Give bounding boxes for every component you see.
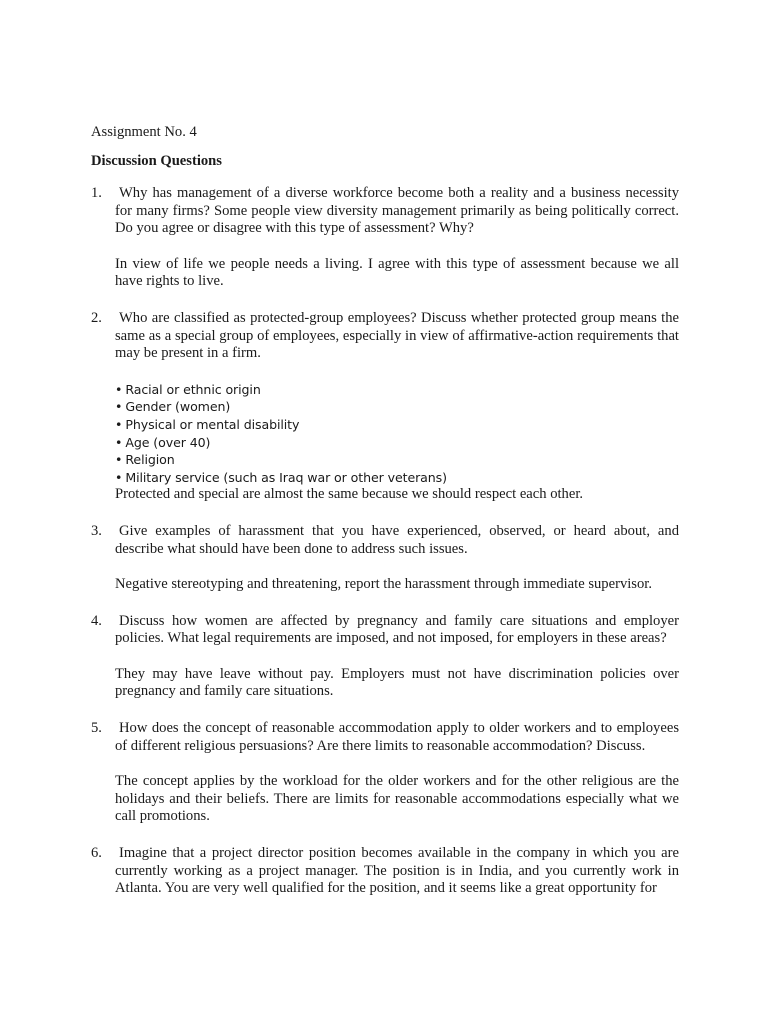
question-5 [91,720,679,826]
answer-text: In view of life we people needs a living. I agree with this type of assessment because we all have rights to live. [115,255,679,290]
question-1 [91,185,679,291]
question-number: 1. [91,185,102,201]
question-body [115,720,679,826]
list-item-label: Physical or mental disability [125,416,300,432]
question-text: Why has management of a diverse workforce become both a reality and a business necessity for many firms? Some people view diversity management primarily as being politically correct. Do you agree or disagree with this type of assessment? Why? [115,185,679,237]
question-body [115,845,679,898]
list-item [115,381,679,399]
bullet-icon: • [115,434,123,450]
question-number: 4. [91,612,102,629]
list-item-label: Gender (women) [125,399,231,415]
question-4 [91,613,679,701]
question-body [115,613,679,701]
answer-text: Negative stereotyping and threatening, report the harassment through immediate supervisor. [115,576,652,593]
answer-text: The concept applies by the workload for the older workers and for the other religious are the holidays and their beliefs. There are limits for reasonable accommodations especially what we call promotions. [115,773,679,825]
question-text: Imagine that a project director position becomes available in the company in which you are currently working as a project manager. The position is in India, and you currently work in Atlanta. You are very well qualified for the position, and it seems like a great opportunity for [115,845,679,897]
question-text: Give examples of harassment that you have experienced, observed, or heard about, and describe what should have been done to address such issues. [115,522,679,557]
list-item [115,469,679,487]
bullet-icon: • [115,452,123,468]
question-body [115,310,679,504]
question-number: 6. [91,845,102,862]
question-text: Discuss how women are affected by pregnancy and family care situations and employer policies. What legal requirements are imposed, and not imposed, for employers in these areas? [115,612,679,647]
list-item-label: Age (over 40) [125,434,211,450]
question-body [115,523,679,594]
question-text: Who are classified as protected-group employees? Discuss whether protected group means the same as a special group of employees, especially in view of affirmative-action requirements that may be present in a firm. [115,309,679,362]
bullet-icon: • [115,469,123,485]
assignment-title: Assignment No. 4 [91,124,197,140]
list-item [115,398,679,416]
list-item-label: Military service (such as Iraq war or other veterans) [125,469,447,485]
list-item-label: Religion [125,452,175,468]
document-page [91,122,679,917]
protected-groups-list [115,381,679,487]
question-3 [91,523,679,594]
section-title: Discussion Questions [91,153,222,169]
question-body [115,185,679,291]
bullet-icon: • [115,416,123,432]
answer-text: Protected and special are almost the same because we should respect each other. [115,486,584,503]
list-item [115,416,679,434]
list-item-label: Racial or ethnic origin [125,381,261,397]
question-number: 3. [91,522,102,539]
question-6 [91,845,679,898]
question-text: How does the concept of reasonable accommodation apply to older workers and to employees of different religious persuasions? Are there limits to reasonable accommodation? Discuss. [115,720,679,754]
list-item [115,434,679,452]
bullet-icon: • [115,399,123,415]
question-2 [91,310,679,504]
bullet-icon: • [115,381,123,397]
question-number: 5. [91,720,102,737]
list-item [115,451,679,469]
answer-text: They may have leave without pay. Employers must not have discrimination policies over pregnancy and family care situations. [115,665,679,700]
question-number: 2. [91,309,102,326]
